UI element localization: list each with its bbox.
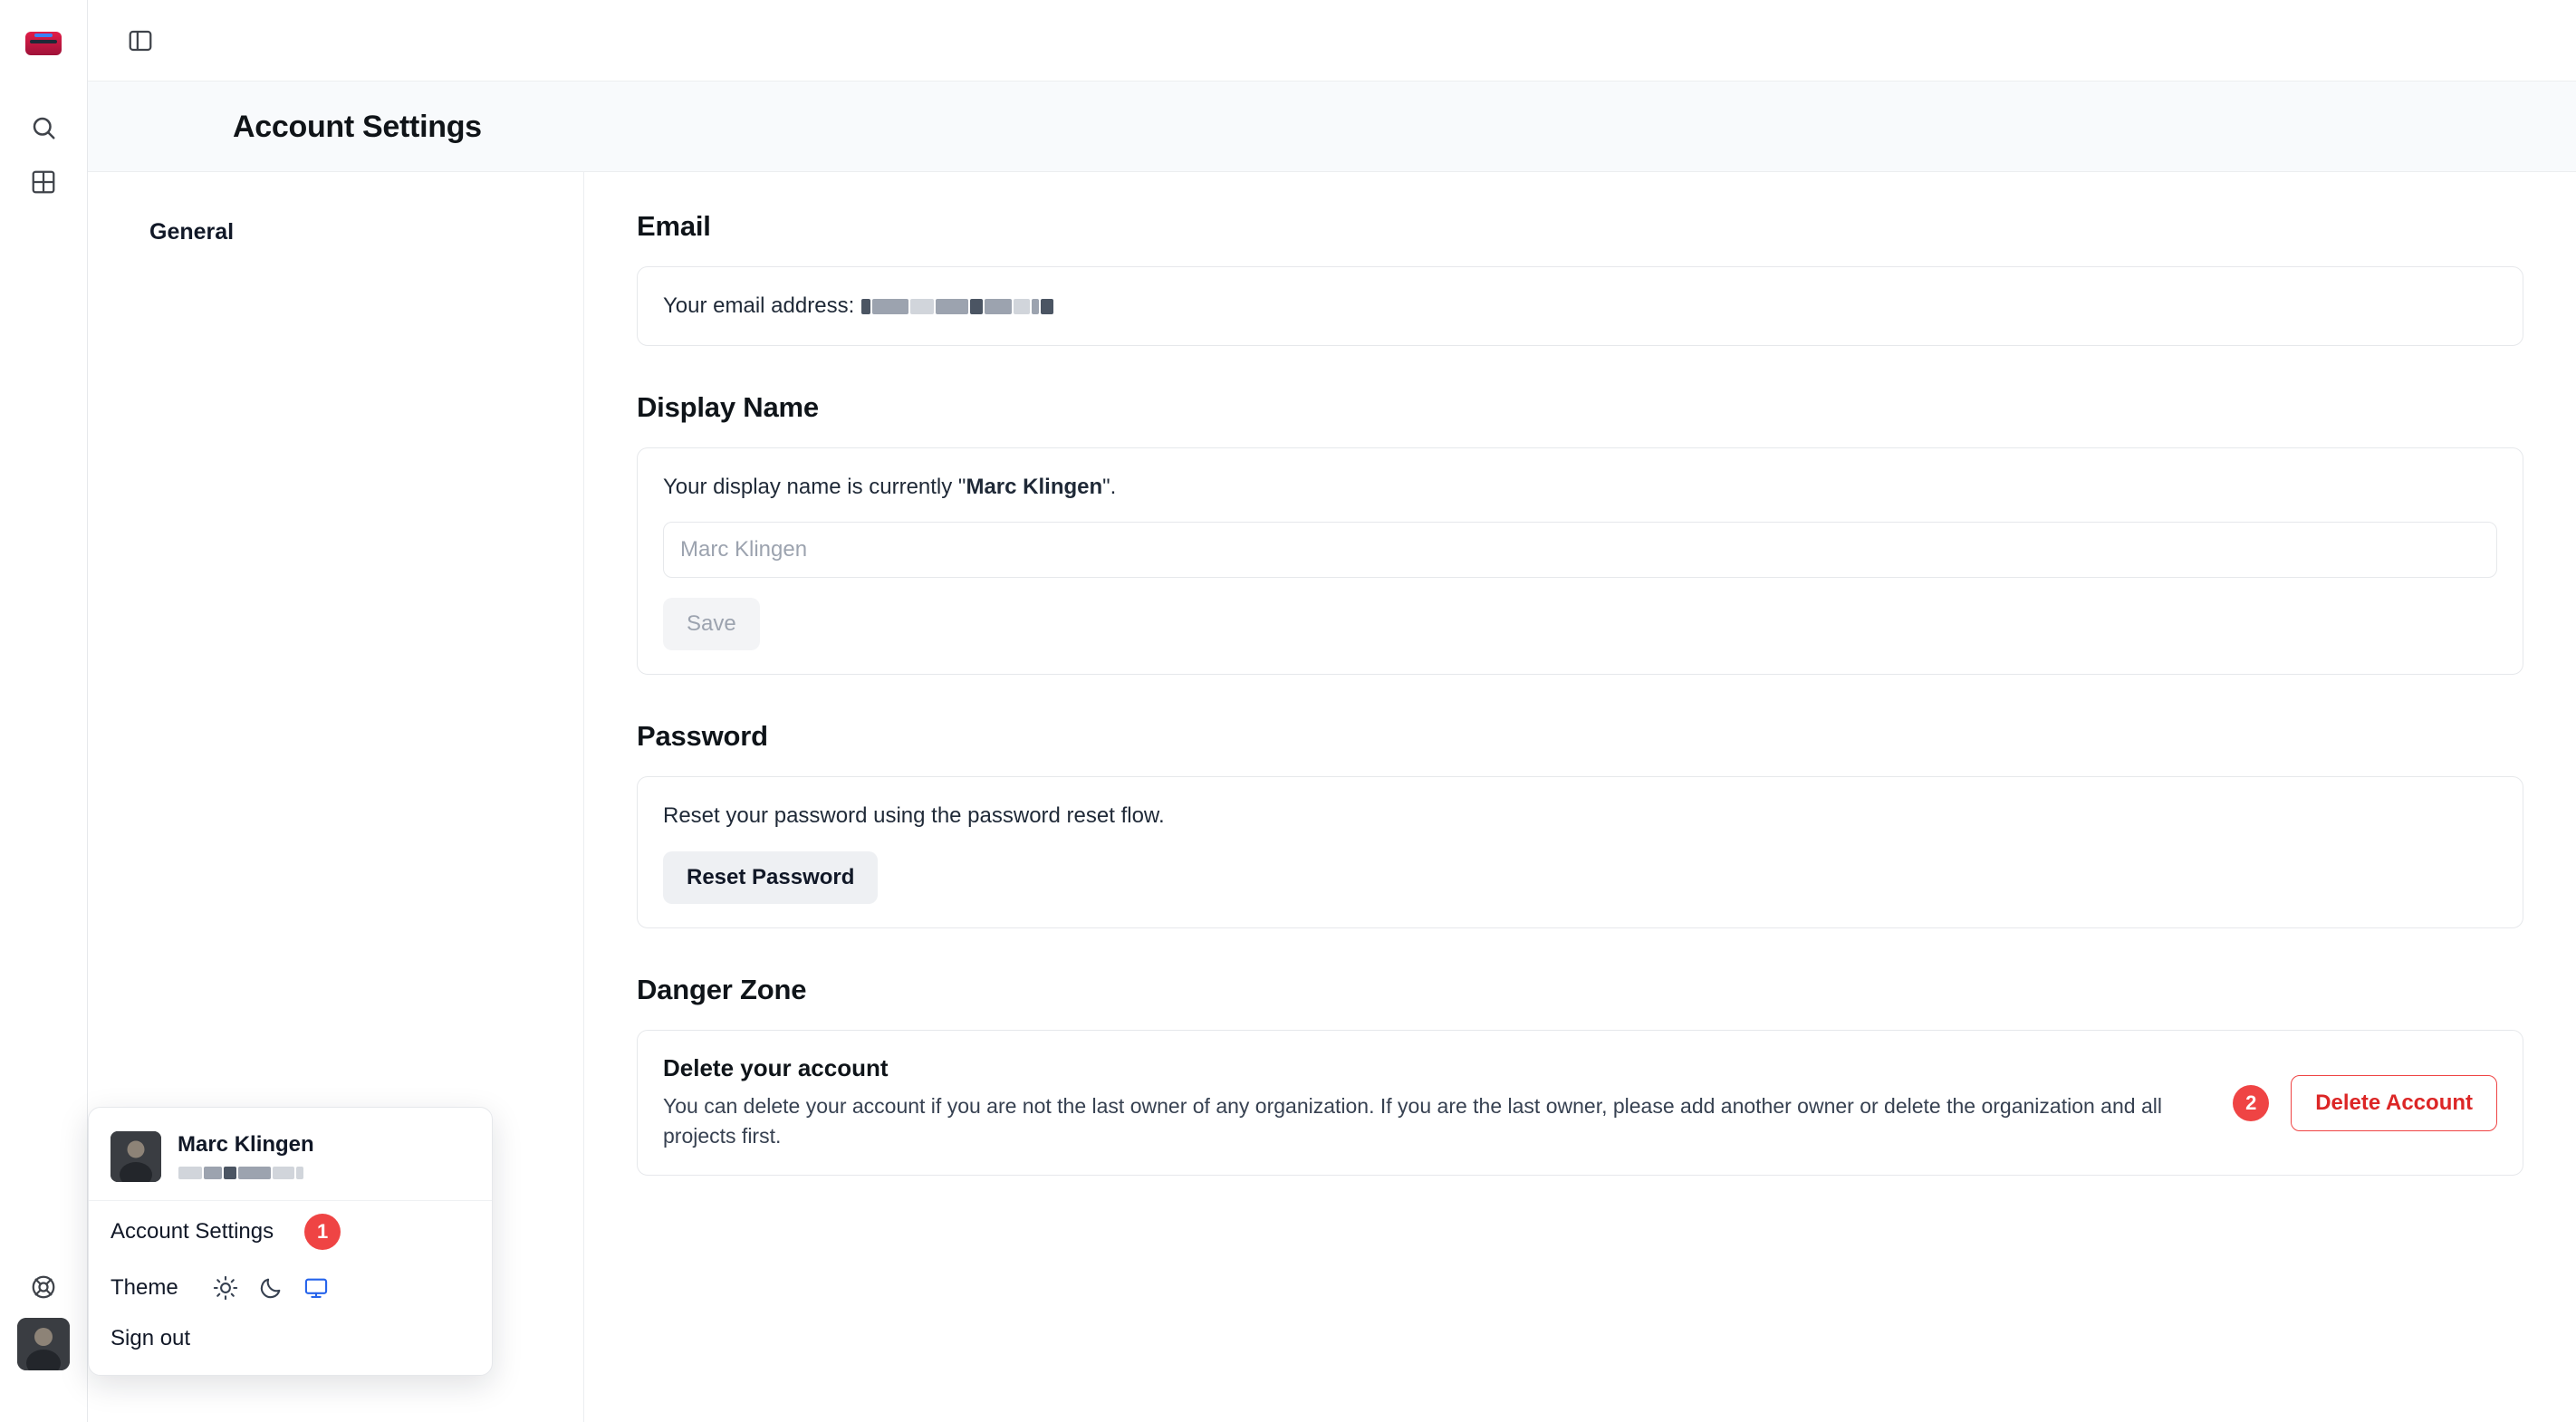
delete-account-button[interactable]: Delete Account — [2291, 1075, 2497, 1131]
save-button[interactable]: Save — [663, 598, 760, 650]
sidebar-toggle-icon[interactable] — [115, 17, 166, 64]
sidebar-item-general[interactable]: General — [149, 219, 235, 245]
section-display-name — [637, 391, 2523, 676]
reset-password-button[interactable]: Reset Password — [663, 851, 878, 904]
langfuse-logo[interactable] — [20, 20, 67, 67]
delete-account-title: Delete your account — [663, 1053, 889, 1081]
popover-user-info — [178, 1132, 314, 1181]
avatar[interactable] — [17, 1318, 70, 1370]
settings-content — [584, 172, 2576, 1422]
email-card — [637, 266, 2523, 346]
icon-rail — [0, 0, 88, 1422]
email-label: Your email address: — [663, 293, 855, 318]
top-bar — [88, 0, 2576, 82]
popover-sign-out-label: Sign out — [111, 1326, 191, 1350]
page-title: Account Settings — [233, 109, 482, 144]
display-name-heading: Display Name — [637, 390, 819, 423]
delete-account-description: You can delete your account if you are not the last owner of any organization. If you are the last owner, please add another owner or delete the organization and all projects first. — [663, 1093, 2162, 1148]
popover-user-email-redacted — [178, 1165, 314, 1181]
password-heading: Password — [637, 720, 768, 753]
email-row — [663, 291, 2497, 322]
popover-avatar — [111, 1131, 161, 1182]
grid-icon[interactable] — [20, 159, 67, 206]
display-name-current: Marc Klingen — [966, 474, 1103, 499]
popover-theme-label: Theme — [111, 1275, 178, 1300]
email-value-redacted — [860, 293, 1054, 318]
annotation-marker-1: 1 — [304, 1214, 341, 1250]
moon-icon[interactable] — [258, 1275, 284, 1301]
monitor-icon[interactable] — [303, 1275, 329, 1301]
user-menu-popover — [88, 1107, 493, 1376]
popover-account-settings[interactable] — [89, 1201, 492, 1263]
search-icon[interactable] — [20, 104, 67, 151]
popover-sign-out[interactable] — [89, 1313, 492, 1364]
display-name-card — [637, 447, 2523, 676]
danger-zone-heading: Danger Zone — [637, 973, 807, 1005]
popover-account-settings-label: Account Settings — [111, 1219, 274, 1244]
sun-icon[interactable] — [213, 1275, 238, 1301]
display-name-sentence-suffix: ". — [1102, 474, 1117, 499]
section-password — [637, 720, 2523, 928]
section-danger-zone — [637, 974, 2523, 1177]
annotation-marker-2: 2 — [2233, 1085, 2269, 1121]
help-icon[interactable] — [20, 1263, 67, 1311]
delete-account-card — [637, 1030, 2523, 1177]
password-card — [637, 776, 2523, 928]
password-description: Reset your password using the password reset flow. — [663, 803, 1165, 829]
display-name-sentence — [663, 472, 2497, 503]
popover-user-row — [89, 1120, 492, 1201]
popover-user-name: Marc Klingen — [178, 1132, 314, 1157]
delete-account-text — [663, 1054, 2211, 1152]
page-header — [88, 82, 2576, 172]
email-heading: Email — [637, 210, 711, 242]
popover-theme-row — [89, 1263, 492, 1313]
section-email — [637, 210, 2523, 346]
display-name-sentence-prefix: Your display name is currently " — [663, 474, 966, 499]
theme-switcher — [213, 1275, 329, 1301]
display-name-input[interactable] — [663, 522, 2497, 578]
